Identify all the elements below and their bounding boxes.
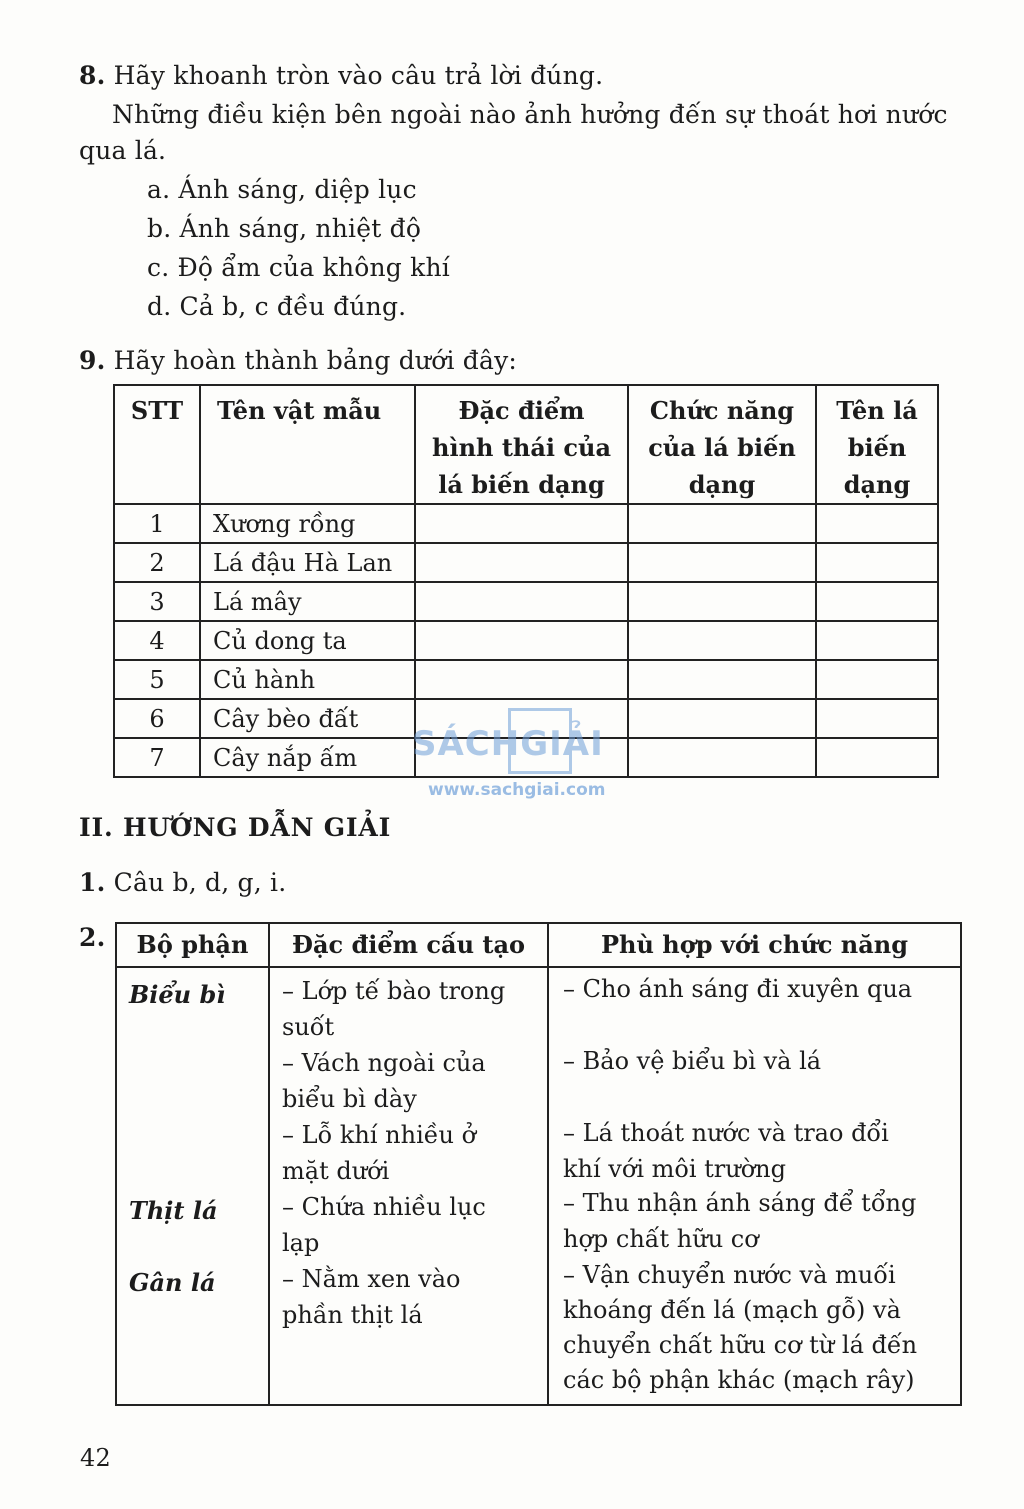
structure-line: – Nằm xen vào	[282, 1265, 461, 1293]
function-line: – Lá thoát nước và trao đổi	[563, 1119, 889, 1147]
function-line: – Vận chuyển nước và muối	[563, 1261, 896, 1289]
answer-1-number: 1.	[79, 868, 106, 897]
structure-cell	[269, 967, 548, 1405]
section-2-title: II. HƯỚNG DẪN GIẢI	[79, 813, 392, 842]
question-8-line-1: Những điều kiện bên ngoài nào ảnh hưởng đến sự thoát hơi nước	[112, 100, 948, 129]
empty-cell	[415, 582, 628, 621]
question-9-title-text: Hãy hoàn thành bảng dưới đây:	[113, 346, 518, 375]
function-line: khoáng đến lá (mạch gỗ) và	[563, 1296, 901, 1324]
question-8-option-d: d. Cả b, c đều đúng.	[147, 292, 407, 321]
empty-cell	[415, 543, 628, 582]
header-chuc-nang-line: dạng	[688, 470, 756, 499]
structure-line: phần thịt lá	[282, 1301, 423, 1329]
header-ten-la-line: biến	[847, 433, 907, 462]
row-stt: 4	[114, 621, 200, 660]
empty-cell	[415, 660, 628, 699]
empty-cell	[628, 504, 816, 543]
header-dac-diem-line: hình thái của	[432, 433, 611, 462]
empty-cell	[415, 621, 628, 660]
part-thit-la: Thịt lá	[129, 1196, 218, 1225]
question-8-option-a: a. Ánh sáng, diệp lục	[147, 175, 417, 204]
header-dac-diem-line: Đặc điểm	[458, 396, 585, 425]
structure-line: – Lỗ khí nhiều ở	[282, 1121, 477, 1149]
table-row	[114, 504, 938, 543]
empty-cell	[816, 582, 938, 621]
row-name: Củ hành	[200, 660, 415, 699]
question-8-option-c: c. Độ ẩm của không khí	[147, 253, 450, 282]
header-chuc-nang	[628, 385, 816, 504]
part-bieu-bi: Biểu bì	[129, 980, 226, 1009]
answer-table-body-row	[116, 967, 961, 1405]
empty-cell	[628, 621, 816, 660]
empty-cell	[628, 582, 816, 621]
empty-cell	[816, 621, 938, 660]
row-stt: 3	[114, 582, 200, 621]
row-name: Lá đậu Hà Lan	[200, 543, 415, 582]
header-ten-vat-mau: Tên vật mẫu	[200, 385, 415, 504]
question-8-title	[79, 58, 603, 94]
table-header-row	[114, 385, 938, 504]
watermark-url: www.sachgiai.com	[428, 780, 606, 800]
row-stt: 1	[114, 504, 200, 543]
header-dac-diem	[415, 385, 628, 504]
row-name: Cây nắp ấm	[200, 738, 415, 777]
question-8-option-b: b. Ánh sáng, nhiệt độ	[147, 214, 422, 243]
function-line: – Bảo vệ biểu bì và lá	[563, 1047, 822, 1075]
empty-cell	[628, 543, 816, 582]
header-dac-diem-line: lá biến dạng	[438, 470, 605, 499]
parts-cell	[116, 967, 269, 1405]
answer-2-table	[115, 922, 962, 1406]
answer-1	[79, 865, 286, 901]
structure-line: suốt	[282, 1013, 335, 1041]
table-row	[114, 621, 938, 660]
header-ten-la	[816, 385, 938, 504]
header-ten-la-line: Tên lá	[836, 396, 918, 425]
structure-line: lạp	[282, 1229, 320, 1257]
empty-cell	[628, 699, 816, 738]
watermark-logo	[412, 708, 612, 770]
row-stt: 2	[114, 543, 200, 582]
empty-cell	[628, 660, 816, 699]
question-8-line-2: qua lá.	[79, 136, 167, 165]
header-bo-phan: Bộ phận	[116, 923, 269, 967]
structure-line: – Chứa nhiều lục	[282, 1193, 486, 1221]
empty-cell	[816, 543, 938, 582]
row-stt: 7	[114, 738, 200, 777]
empty-cell	[628, 738, 816, 777]
answer-1-text: Câu b, d, g, i.	[113, 868, 287, 897]
row-name: Xương rồng	[200, 504, 415, 543]
table-row	[114, 660, 938, 699]
empty-cell	[816, 504, 938, 543]
function-line: chuyển chất hữu cơ từ lá đến	[563, 1331, 918, 1359]
answer-2-number: 2.	[79, 923, 106, 952]
watermark-text: SÁCHGIẢI	[412, 724, 604, 764]
row-name: Cây bèo đất	[200, 699, 415, 738]
empty-cell	[816, 738, 938, 777]
question-9-number: 9.	[79, 346, 106, 375]
function-line: – Cho ánh sáng đi xuyên qua	[563, 975, 913, 1003]
empty-cell	[816, 660, 938, 699]
header-ten-la-line: dạng	[843, 470, 911, 499]
header-dac-diem-cau-tao: Đặc điểm cấu tạo	[269, 923, 548, 967]
structure-line: – Vách ngoài của	[282, 1049, 486, 1077]
function-cell	[548, 967, 961, 1405]
row-name: Củ dong ta	[200, 621, 415, 660]
row-name: Lá mây	[200, 582, 415, 621]
page-number: 42	[80, 1444, 111, 1472]
question-8-number: 8.	[79, 61, 106, 90]
structure-line: biểu bì dày	[282, 1085, 417, 1113]
table-row	[114, 582, 938, 621]
function-line: hợp chất hữu cơ	[563, 1225, 759, 1253]
header-chuc-nang-line: của lá biến	[648, 433, 796, 462]
function-line: – Thu nhận ánh sáng để tổng	[563, 1189, 917, 1217]
function-line: các bộ phận khác (mạch rây)	[563, 1366, 915, 1394]
part-gan-la: Gân lá	[129, 1268, 216, 1297]
empty-cell	[816, 699, 938, 738]
function-line: khí với môi trường	[563, 1155, 786, 1183]
question-9-title	[79, 343, 517, 379]
row-stt: 6	[114, 699, 200, 738]
structure-line: – Lớp tế bào trong	[282, 977, 506, 1005]
question-8-title-text: Hãy khoanh tròn vào câu trả lời đúng.	[113, 61, 604, 90]
empty-cell	[415, 504, 628, 543]
header-stt: STT	[114, 385, 200, 504]
structure-line: mặt dưới	[282, 1157, 390, 1185]
row-stt: 5	[114, 660, 200, 699]
header-chuc-nang-line: Chức năng	[649, 396, 795, 425]
answer-table-header-row	[116, 923, 961, 967]
header-phu-hop-chuc-nang: Phù hợp với chức năng	[548, 923, 961, 967]
table-row	[114, 543, 938, 582]
